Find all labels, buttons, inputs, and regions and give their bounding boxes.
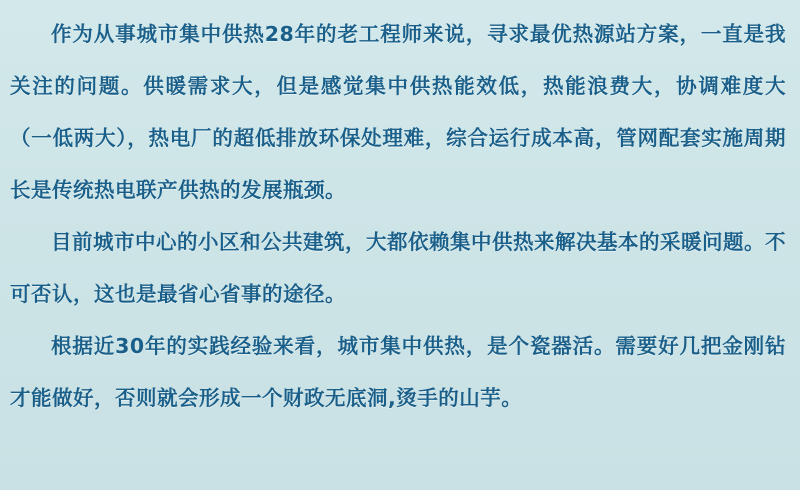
article-body [10, 8, 786, 424]
paragraph-2: 目前城市中心的小区和公共建筑，大都依赖集中供热来解决基本的采暖问题。不可否认，这也是最省心省事的途径。 [10, 230, 786, 306]
paragraph-3: 根据近30年的实践经验来看，城市集中供热，是个瓷器活。需要好几把金刚钻才能做好，否则就会形成一个财政无底洞,烫手的山芋。 [10, 334, 786, 410]
paragraph-1: 作为从事城市集中供热28年的老工程师来说，寻求最优热源站方案，一直是我关注的问题。供暖需求大，但是感觉集中供热能效低，热能浪费大，协调难度大（一低两大），热电厂的超低排放环保处理难，综合运行成本高，管网配套实施周期长是传统热电联产供热的发展瓶颈。 [10, 22, 786, 202]
